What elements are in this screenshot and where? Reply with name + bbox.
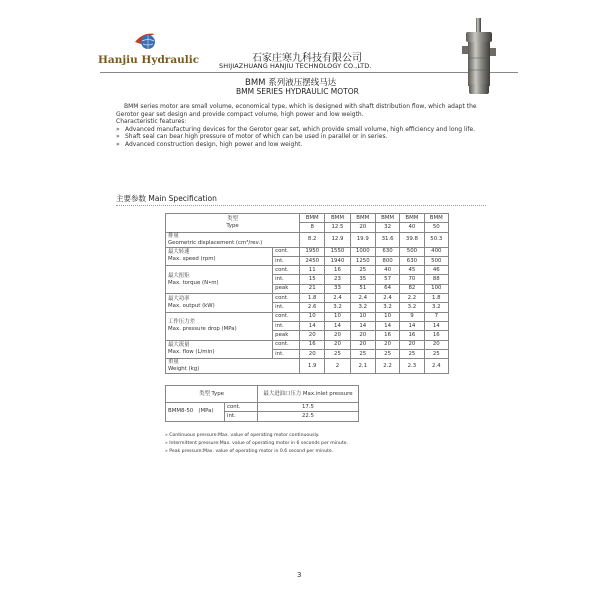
row-sub-cell: int. (273, 303, 300, 312)
value-cell: 500 (424, 256, 448, 265)
value-cell: 20 (325, 340, 350, 349)
value-cell: 25 (350, 266, 375, 275)
title-cn: BMM 系列液压摆线马达 (245, 78, 337, 88)
value-cell: 20 (350, 340, 375, 349)
value-cell: 7 (424, 312, 448, 321)
value-cell: 88 (424, 275, 448, 284)
model-name-cell: BMM (350, 214, 375, 223)
value-cell: 10 (300, 312, 325, 321)
row-sub-cell: peak (273, 284, 300, 293)
row-sub-cell: cont. (273, 294, 300, 303)
brand-name: Hanjiu Hydraulic (98, 54, 200, 66)
value-cell: 57 (375, 275, 399, 284)
row-label-cell: 最大扭矩 Max. torque (N•m) (166, 266, 273, 294)
model-size-cell: 12.5 (325, 223, 350, 232)
value-cell: 11 (300, 266, 325, 275)
value-cell: 10 (375, 312, 399, 321)
intro-section (116, 103, 486, 149)
intro-paragraph: BMM series motor are small volume, economical type, which is designed with shaft distribution flow, which adapt the Gerotor gear set design and provide compact volume, high power and low weigth. (116, 103, 477, 118)
value-cell: 2450 (300, 256, 325, 265)
row-label-cell: 重量 Weight (kg) (166, 359, 300, 374)
inlet-model-cell: BMM8-50 (MPa) (166, 403, 225, 422)
value-cell: 3.2 (400, 303, 424, 312)
company-name-cn: 石家庄寒九科技有限公司 (252, 53, 362, 64)
value-cell: 2.1 (350, 359, 375, 374)
row-sub-cell: int. (273, 349, 300, 358)
value-cell: 10 (325, 312, 350, 321)
value-cell: 46 (424, 266, 448, 275)
note-item: » Intermittent pressure:Max. value of operating motor in 6 seconds per minute. (165, 441, 348, 447)
value-cell: 39.8 (400, 232, 424, 247)
value-cell: 1940 (325, 256, 350, 265)
value-cell: 1000 (350, 247, 375, 256)
value-cell: 1.8 (424, 294, 448, 303)
inlet-type-header: 类型 Type (166, 386, 258, 403)
model-size-cell: 8 (300, 223, 325, 232)
value-cell: 1250 (350, 256, 375, 265)
row-sub-cell: cont. (273, 312, 300, 321)
note-item: » Continuous pressure:Max. value of operating motor continuously. (165, 433, 320, 438)
value-cell: 2.3 (400, 359, 424, 374)
value-cell: 16 (375, 331, 399, 340)
value-cell: 1.9 (300, 359, 325, 374)
row-sub-cell: peak (273, 331, 300, 340)
value-cell: 20 (375, 340, 399, 349)
value-cell: 2 (325, 359, 350, 374)
table-row (166, 386, 359, 403)
value-cell: 14 (300, 321, 325, 330)
value-cell: 19.9 (350, 232, 375, 247)
value-cell: 20 (400, 340, 424, 349)
value-cell: 8.2 (300, 232, 325, 247)
spec-table-body (166, 232, 449, 374)
value-cell: 50.3 (424, 232, 448, 247)
row-label-cell: 排量 Geometric displacement (cm³/rev.) (166, 232, 300, 247)
inlet-value-cell: 17.5 (258, 403, 359, 412)
value-cell: 400 (424, 247, 448, 256)
value-cell: 33 (325, 284, 350, 293)
value-cell: 20 (300, 349, 325, 358)
table-row (166, 294, 449, 303)
model-name-cell: BMM (325, 214, 350, 223)
features-label: Characteristic features: (116, 118, 187, 126)
note-item: » Peak pressure:Max. value of operating motor in 0.6 second per minute. (165, 449, 334, 455)
inlet-value-header: 最大进油口压力 Max.inlet pressure (258, 386, 359, 403)
value-cell: 35 (350, 275, 375, 284)
page-number: 3 (297, 571, 302, 579)
row-sub-cell: cont. (273, 266, 300, 275)
value-cell: 14 (400, 321, 424, 330)
value-cell: 15 (300, 275, 325, 284)
value-cell: 3.2 (325, 303, 350, 312)
value-cell: 20 (300, 331, 325, 340)
value-cell: 2.4 (424, 359, 448, 374)
value-cell: 23 (325, 275, 350, 284)
value-cell: 82 (400, 284, 424, 293)
inlet-value-cell: 22.5 (258, 412, 359, 421)
inlet-pressure-table (165, 385, 359, 422)
value-cell: 100 (424, 284, 448, 293)
value-cell: 500 (400, 247, 424, 256)
value-cell: 2.6 (300, 303, 325, 312)
value-cell: 14 (350, 321, 375, 330)
table-header-row-names (166, 214, 449, 223)
value-cell: 16 (300, 340, 325, 349)
value-cell: 25 (350, 349, 375, 358)
value-cell: 64 (375, 284, 399, 293)
value-cell: 2.4 (375, 294, 399, 303)
row-sub-cell: int. (273, 321, 300, 330)
table-row (166, 232, 449, 247)
value-cell: 2.2 (400, 294, 424, 303)
table-row (166, 359, 449, 374)
main-spec-table (165, 213, 449, 374)
value-cell: 70 (400, 275, 424, 284)
value-cell: 45 (400, 266, 424, 275)
value-cell: 3.2 (424, 303, 448, 312)
model-size-cell: 50 (424, 223, 448, 232)
value-cell: 51 (350, 284, 375, 293)
value-cell: 25 (400, 349, 424, 358)
value-cell: 2.4 (350, 294, 375, 303)
model-size-cell: 20 (350, 223, 375, 232)
model-size-cell: 40 (400, 223, 424, 232)
value-cell: 1.8 (300, 294, 325, 303)
value-cell: 2.4 (325, 294, 350, 303)
feature-item: » Shaft seal can bear high pressure of motor of which can be used in parallel or in series. (116, 133, 388, 141)
table-row (166, 403, 359, 412)
table-row (166, 247, 449, 256)
value-cell: 25 (325, 349, 350, 358)
table-row (166, 312, 449, 321)
model-name-cell: BMM (424, 214, 448, 223)
spec-divider (116, 205, 486, 206)
row-sub-cell: int. (273, 256, 300, 265)
table-row (166, 340, 449, 349)
row-sub-cell: int. (273, 275, 300, 284)
row-label-cell: 最大功率 Max. output (kW) (166, 294, 273, 313)
row-label-cell: 最大转速 Max. speed (rpm) (166, 247, 273, 266)
features-list (116, 126, 486, 149)
inlet-sub-cell: int. (225, 412, 258, 421)
value-cell: 40 (375, 266, 399, 275)
value-cell: 10 (350, 312, 375, 321)
value-cell: 3.2 (375, 303, 399, 312)
value-cell: 630 (375, 247, 399, 256)
value-cell: 9 (400, 312, 424, 321)
feature-item: » Advanced manufacturing devices for the Gerotor gear set, which provide small volume, high efficiency and long life. (116, 125, 476, 133)
value-cell: 25 (424, 349, 448, 358)
value-cell: 20 (424, 340, 448, 349)
value-cell: 3.2 (350, 303, 375, 312)
title-en: BMM SERIES HYDRAULIC MOTOR (236, 87, 359, 96)
value-cell: 20 (350, 331, 375, 340)
value-cell: 16 (424, 331, 448, 340)
value-cell: 1550 (325, 247, 350, 256)
value-cell: 12.9 (325, 232, 350, 247)
value-cell: 25 (375, 349, 399, 358)
type-header-cell: 类型 Type (166, 214, 300, 233)
model-size-cell: 32 (375, 223, 399, 232)
value-cell: 800 (375, 256, 399, 265)
model-name-cell: BMM (300, 214, 325, 223)
value-cell: 2.2 (375, 359, 399, 374)
model-name-cell: BMM (375, 214, 399, 223)
value-cell: 14 (375, 321, 399, 330)
inlet-sub-cell: cont. (225, 403, 258, 412)
value-cell: 31.6 (375, 232, 399, 247)
value-cell: 16 (325, 266, 350, 275)
value-cell: 16 (400, 331, 424, 340)
value-cell: 20 (325, 331, 350, 340)
value-cell: 21 (300, 284, 325, 293)
row-label-cell: 最大流量 Max. flow (L/min) (166, 340, 273, 359)
company-logo-icon (133, 28, 161, 52)
table-row (166, 266, 449, 275)
row-sub-cell: cont. (273, 340, 300, 349)
pressure-notes (165, 432, 348, 457)
value-cell: 630 (400, 256, 424, 265)
model-name-cell: BMM (400, 214, 424, 223)
value-cell: 14 (325, 321, 350, 330)
row-label-cell: 工作压力差 Max. pressure drop (MPa) (166, 312, 273, 340)
company-name-en: SHIJIAZHUANG HANJIU TECHNOLOGY CO.,LTD. (219, 62, 372, 70)
feature-item: » Advanced construction design, high power and low weight. (116, 140, 303, 148)
value-cell: 14 (424, 321, 448, 330)
spec-heading: 主要参数 Main Specification (116, 194, 217, 203)
value-cell: 1950 (300, 247, 325, 256)
row-sub-cell: cont. (273, 247, 300, 256)
hydraulic-motor-image-icon (456, 18, 502, 100)
